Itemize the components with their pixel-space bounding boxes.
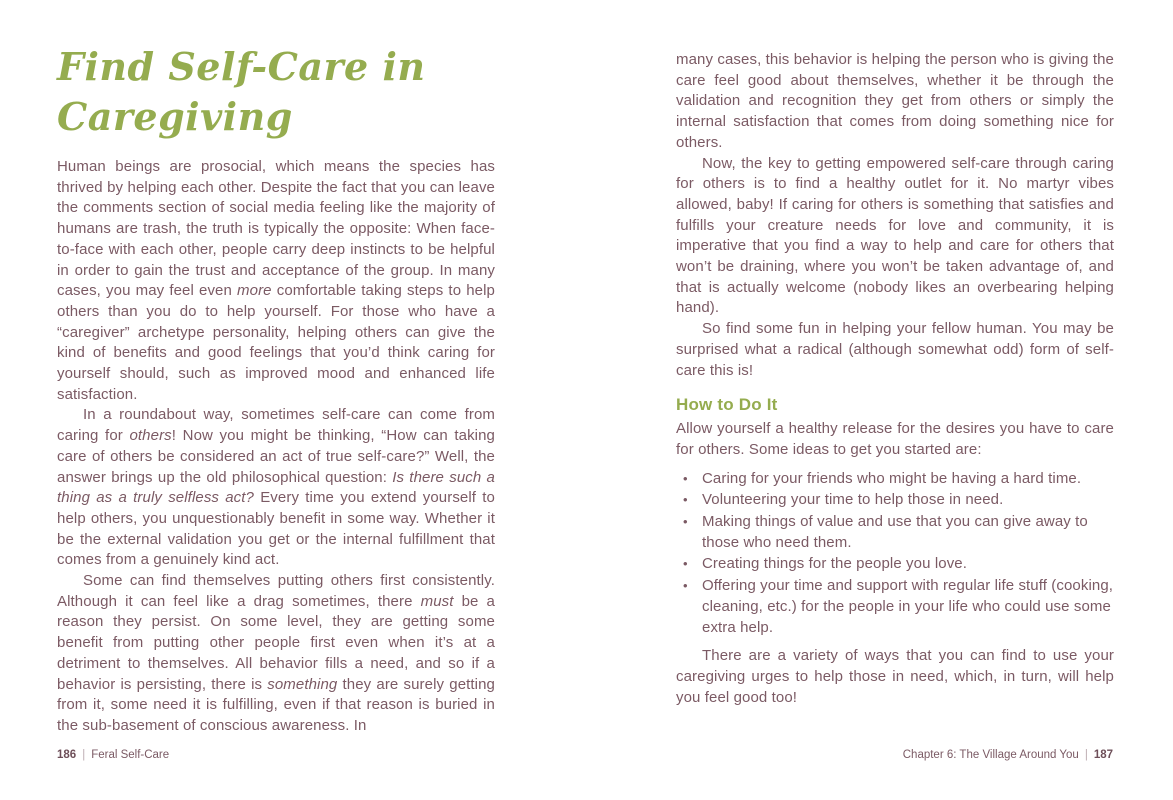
title-line: Caregiving <box>57 94 293 139</box>
book-title-running-head: Feral Self-Care <box>91 749 170 761</box>
footer-separator: | <box>1084 749 1088 761</box>
body-paragraph: Human beings are prosocial, which means the species has thrived by helping each other. Despite the fact that you can leave the comments section of social media feeling like the majority of humans are trash, the truth is typically the opposite: When face-to-face with each other, people carry deep instincts to be helpful in order to gain the trust and acceptance of the group. In many cases, you may feel even more comfortable taking steps to help others than you do to help yourself. For those who have a “caregiver” archetype personality, helping others can give the kind of benefits and good feelings that you’d think caring for yourself should, such as improved mood and enhanced life satisfaction. <box>57 158 495 403</box>
left-page-body <box>57 157 495 737</box>
right-page-footer <box>903 747 1113 763</box>
section-intro-paragraph: Allow yourself a healthy release for the desires you have to care for others. Some ideas to get you started are: <box>676 420 1114 458</box>
body-paragraph: So find some fun in helping your fellow human. You may be surprised what a radical (although somewhat odd) form of self-care this is! <box>676 320 1114 379</box>
bullet-item: • Creating things for the people you love. <box>676 554 1114 575</box>
ideas-bullet-list <box>676 469 1114 639</box>
title-line: Find Self-Care in <box>57 44 426 89</box>
left-page-column <box>57 42 495 737</box>
body-paragraph: many cases, this behavior is helping the person who is giving the care feel good about themselves, whether it be through the validation and recognition they get from others or simply the internal satisfaction that comes from doing something nice for others. <box>676 51 1114 151</box>
bullet-item: • Volunteering your time to help those in need. <box>676 490 1114 511</box>
closing-paragraph: There are a variety of ways that you can find to use your caregiving urges to help those in need, which, in turn, will help you feel good too! <box>676 647 1114 706</box>
right-page-number: 187 <box>1093 749 1113 761</box>
footer-separator: | <box>82 749 86 761</box>
how-to-do-it-heading: How to Do It <box>676 395 778 415</box>
left-page-footer <box>57 747 169 763</box>
body-paragraph: Now, the key to getting empowered self-care through caring for others is to find a healthy outlet for it. No martyr vibes allowed, baby! If caring for others is something that satisfies and fulfills your creature needs for love and community, it is imperative that you find a way to help and care for others that won’t be draining, where you won’t be taken advantage of, and that is actually welcome (nobody likes an overbearing helping hand). <box>676 154 1114 317</box>
right-page-column <box>676 50 1114 708</box>
chapter-section-title <box>57 42 495 142</box>
bullet-item: • Offering your time and support with regular life stuff (cooking, cleaning, etc.) for the people in your life who could use some extra help. <box>676 576 1114 638</box>
body-paragraph: Some can find themselves putting others first consistently. Although it can feel like a drag sometimes, there must be a reason they persist. On some level, they are getting some benefit from putting other people first even when it’s at a detriment to themselves. All behavior fills a need, and so if a behavior is persisting, there is something they are surely getting from it, some need it is fulfilling, even if that reason is buried in the sub-basement of conscious awareness. In <box>57 572 495 734</box>
left-page-number: 186 <box>57 749 77 761</box>
bullet-item: • Making things of value and use that you can give away to those who need them. <box>676 512 1114 553</box>
chapter-running-head: Chapter 6: The Village Around You <box>902 749 1079 761</box>
right-page-body <box>676 50 1114 381</box>
bullet-item: • Caring for your friends who might be having a hard time. <box>676 469 1114 490</box>
body-paragraph: In a roundabout way, sometimes self-care can come from caring for others! Now you might be thinking, “How can taking care of others be considered an act of true self-care?” Well, the answer brings up the old philosophical question: Is there such a thing as a truly selfless act? Every time you extend yourself to help others, you unquestionably benefit in some way. Whether it be the external validation you get or the internal fulfillment that comes from a genuinely kind act. <box>57 406 495 569</box>
